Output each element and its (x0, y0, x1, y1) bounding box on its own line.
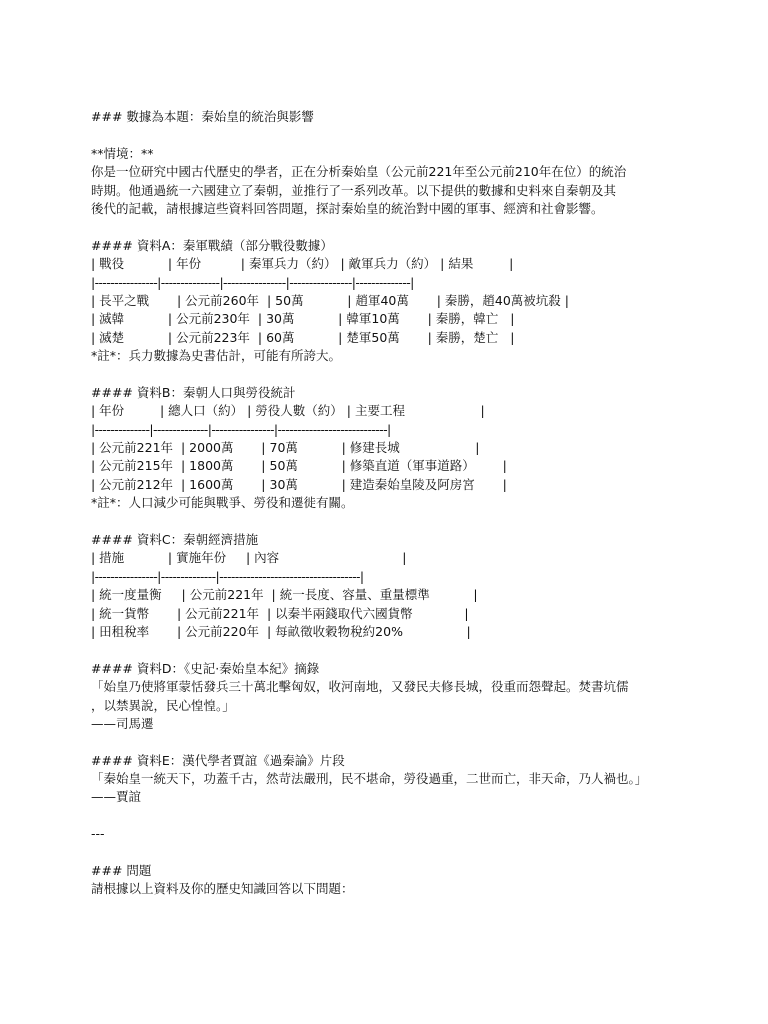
source-c-table-row: | 統一貨幣 | 公元前221年 | 以秦半兩錢取代六國貨幣 | (91, 605, 469, 621)
source-a-table-header: | 戰役 | 年份 | 秦軍兵力（約） | 敵軍兵力（約） | 結果 | (91, 256, 514, 272)
source-e-quote: 「秦始皇一統天下，功蓋千古，然苛法嚴刑，民不堪命，勞役過重，二世而亡，非天命，乃人禍也。」 (91, 771, 648, 787)
source-e-author: ——賈誼 (91, 789, 142, 805)
source-d-quote: 「始皇乃使將軍蒙恬發兵三十萬北擊匈奴，收河南地，又發民夫修長城，役重而怨聲起。焚書坑儒 (91, 679, 629, 695)
source-b-table-separator: |--------------|--------------|----------------|----------------------------| (91, 421, 391, 437)
source-c-table-row: | 田租稅率 | 公元前220年 | 每畝徵收穀物稅約20% | (91, 623, 471, 639)
source-c-table-separator: |----------------|--------------|------------------------------------| (91, 568, 364, 584)
source-b-note: *註*：人口減少可能與戰爭、勞役和遷徙有關。 (91, 495, 354, 511)
spacer (91, 807, 708, 825)
source-b-table-row: | 公元前221年 | 2000萬 | 70萬 | 修建長城 | (91, 440, 480, 456)
source-a-table-row: | 滅韓 | 公元前230年 | 30萬 | 韓軍10萬 | 秦勝，韓亡 | (91, 311, 515, 327)
spacer (91, 126, 708, 144)
source-a-table-row: | 長平之戰 | 公元前260年 | 50萬 | 趙軍40萬 | 秦勝，趙40萬被坑殺 | (91, 292, 569, 308)
source-a-table-row: | 滅楚 | 公元前223年 | 60萬 | 楚軍50萬 | 秦勝，楚亡 | (91, 329, 515, 345)
spacer (91, 365, 708, 383)
context-heading: **情境：** (91, 145, 154, 161)
source-c-table-header: | 措施 | 實施年份 | 內容 | (91, 550, 407, 566)
questions-heading: ### 問題 (91, 863, 152, 879)
source-e-heading: #### 資料E：漢代學者賈誼《過秦論》片段 (91, 752, 345, 768)
context-line: 後代的記載，請根據這些資料回答問題，探討秦始皇的統治對中國的軍事、經濟和社會影響。 (91, 200, 604, 216)
document-title: ### 數據為本題：秦始皇的統治與影響 (91, 109, 314, 124)
source-c-table-row: | 統一度量衡 | 公元前221年 | 統一長度、容量、重量標準 | (91, 587, 478, 603)
source-b-table-row: | 公元前215年 | 1800萬 | 50萬 | 修築直道（軍事道路） | (91, 458, 507, 474)
source-d-heading: #### 資料D：《史記·秦始皇本紀》摘錄 (91, 660, 320, 676)
spacer (91, 513, 708, 531)
source-a-heading: #### 資料A：秦軍戰績（部分戰役數據） (91, 237, 333, 253)
questions-intro: 請根據以上資料及你的歷史知識回答以下問題： (91, 881, 354, 897)
source-a-note: *註*：兵力數據為史書估計，可能有所誇大。 (91, 348, 342, 364)
spacer (91, 733, 708, 751)
spacer (91, 641, 708, 659)
horizontal-divider: --- (91, 826, 105, 842)
source-b-table-row: | 公元前212年 | 1600萬 | 30萬 | 建造秦始皇陵及阿房宮 | (91, 476, 507, 492)
source-a-table-separator: |----------------|---------------|----------------|----------------|--------------| (91, 274, 414, 290)
source-d-author: ——司馬遷 (91, 715, 154, 731)
context-line: 時期。他通過統一六國建立了秦朝，並推行了一系列改革。以下提供的數據和史料來自秦朝及其 (91, 182, 617, 198)
source-b-table-header: | 年份 | 總人口（約） | 勞役人數（約） | 主要工程 | (91, 403, 485, 419)
spacer (91, 218, 708, 236)
source-b-heading: #### 資料B：秦朝人口與勞役統計 (91, 384, 296, 400)
source-c-heading: #### 資料C：秦朝經濟措施 (91, 531, 259, 547)
source-d-quote: ，以禁異說，民心惶惶。」 (91, 697, 235, 713)
context-line: 你是一位研究中國古代歷史的學者，正在分析秦始皇（公元前221年至公元前210年在位）的統治 (91, 164, 627, 180)
spacer (91, 844, 708, 862)
